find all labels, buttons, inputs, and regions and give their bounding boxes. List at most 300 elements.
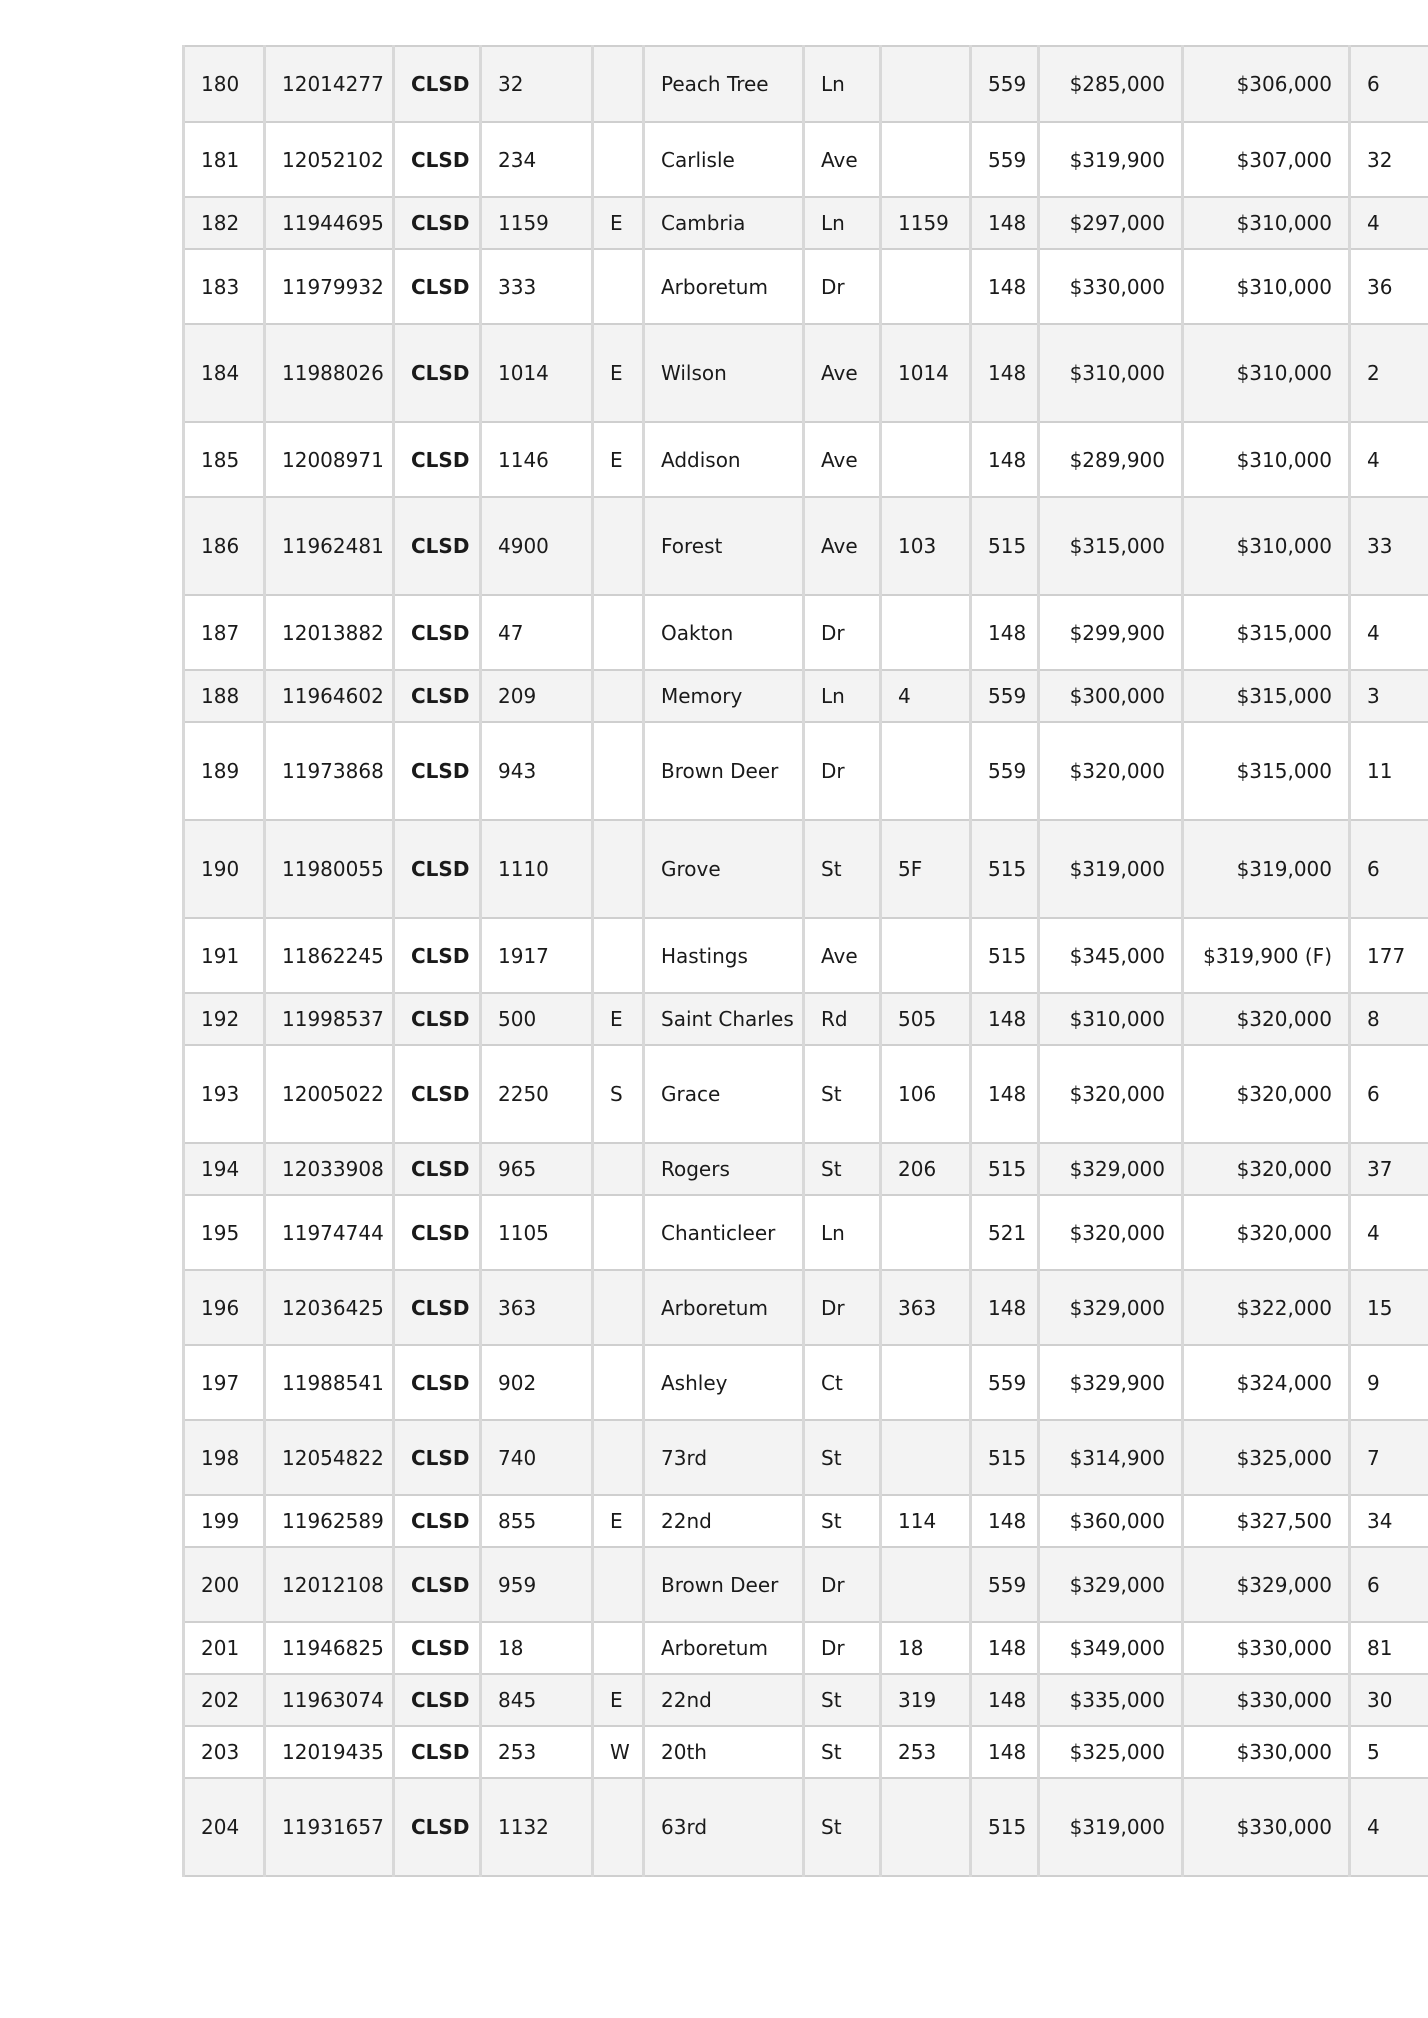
street-number: 1132 — [481, 1778, 593, 1876]
row-index: 183 — [184, 249, 265, 324]
street-direction: E — [593, 324, 644, 422]
street-number: 2250 — [481, 1045, 593, 1143]
mls-number: 11973868 — [265, 722, 394, 820]
list-price: $320,000 — [1039, 1195, 1183, 1270]
table-row — [184, 197, 1428, 249]
days-on-market: 6 — [1350, 1045, 1428, 1143]
street-name: Peach Tree — [644, 46, 804, 122]
list-price: $319,000 — [1039, 820, 1183, 918]
unit-number: 1159 — [881, 197, 971, 249]
table-row — [184, 46, 1428, 122]
sold-price: $319,000 — [1183, 820, 1350, 918]
status-cell: CLSD — [394, 820, 481, 918]
street-direction — [593, 497, 644, 595]
mls-number: 11946825 — [265, 1622, 394, 1674]
mls-number: 11964602 — [265, 670, 394, 722]
street-number: 1110 — [481, 820, 593, 918]
area-code: 515 — [971, 1420, 1039, 1495]
street-name: Arboretum — [644, 249, 804, 324]
street-name: Forest — [644, 497, 804, 595]
unit-number — [881, 122, 971, 197]
status-cell: CLSD — [394, 993, 481, 1045]
unit-number — [881, 249, 971, 324]
row-index: 198 — [184, 1420, 265, 1495]
unit-number: 319 — [881, 1674, 971, 1726]
table-row — [184, 1143, 1428, 1195]
street-name: Hastings — [644, 918, 804, 993]
status-cell: CLSD — [394, 1143, 481, 1195]
street-name: Arboretum — [644, 1270, 804, 1345]
listings-body — [184, 46, 1428, 1876]
sold-price: $329,000 — [1183, 1547, 1350, 1622]
sold-price: $320,000 — [1183, 1195, 1350, 1270]
row-index: 194 — [184, 1143, 265, 1195]
days-on-market: 33 — [1350, 497, 1428, 595]
status-cell: CLSD — [394, 197, 481, 249]
area-code: 515 — [971, 820, 1039, 918]
days-on-market: 6 — [1350, 1547, 1428, 1622]
street-suffix: St — [804, 820, 881, 918]
area-code: 559 — [971, 670, 1039, 722]
days-on-market: 81 — [1350, 1622, 1428, 1674]
table-row — [184, 122, 1428, 197]
street-number: 902 — [481, 1345, 593, 1420]
status-cell: CLSD — [394, 1778, 481, 1876]
area-code: 148 — [971, 197, 1039, 249]
street-name: Addison — [644, 422, 804, 497]
street-number: 32 — [481, 46, 593, 122]
table-row — [184, 422, 1428, 497]
mls-number: 12033908 — [265, 1143, 394, 1195]
street-direction — [593, 820, 644, 918]
area-code: 148 — [971, 1674, 1039, 1726]
street-direction: E — [593, 422, 644, 497]
street-number: 333 — [481, 249, 593, 324]
sold-price: $322,000 — [1183, 1270, 1350, 1345]
street-suffix: St — [804, 1045, 881, 1143]
street-number: 943 — [481, 722, 593, 820]
sold-price: $330,000 — [1183, 1726, 1350, 1778]
mls-number: 12036425 — [265, 1270, 394, 1345]
street-name: Oakton — [644, 595, 804, 670]
listings-table — [182, 45, 1428, 1877]
street-suffix: Ln — [804, 1195, 881, 1270]
unit-number — [881, 46, 971, 122]
list-price: $335,000 — [1039, 1674, 1183, 1726]
sold-price: $327,500 — [1183, 1495, 1350, 1547]
list-price: $289,900 — [1039, 422, 1183, 497]
status-cell: CLSD — [394, 249, 481, 324]
days-on-market: 8 — [1350, 993, 1428, 1045]
row-index: 184 — [184, 324, 265, 422]
sold-price: $315,000 — [1183, 670, 1350, 722]
street-name: Brown Deer — [644, 722, 804, 820]
area-code: 148 — [971, 1045, 1039, 1143]
mls-number: 12014277 — [265, 46, 394, 122]
area-code: 148 — [971, 249, 1039, 324]
sold-price: $319,900 (F) — [1183, 918, 1350, 993]
area-code: 148 — [971, 1622, 1039, 1674]
row-index: 186 — [184, 497, 265, 595]
area-code: 515 — [971, 918, 1039, 993]
row-index: 204 — [184, 1778, 265, 1876]
mls-number: 11980055 — [265, 820, 394, 918]
area-code: 559 — [971, 722, 1039, 820]
table-row — [184, 918, 1428, 993]
list-price: $300,000 — [1039, 670, 1183, 722]
table-row — [184, 1345, 1428, 1420]
days-on-market: 7 — [1350, 1420, 1428, 1495]
street-suffix: Dr — [804, 1270, 881, 1345]
table-row — [184, 670, 1428, 722]
sold-price: $320,000 — [1183, 1143, 1350, 1195]
street-suffix: Ln — [804, 46, 881, 122]
sold-price: $307,000 — [1183, 122, 1350, 197]
unit-number: 106 — [881, 1045, 971, 1143]
sold-price: $330,000 — [1183, 1622, 1350, 1674]
list-price: $310,000 — [1039, 324, 1183, 422]
row-index: 192 — [184, 993, 265, 1045]
days-on-market: 34 — [1350, 1495, 1428, 1547]
table-row — [184, 1420, 1428, 1495]
street-name: 22nd — [644, 1674, 804, 1726]
days-on-market: 37 — [1350, 1143, 1428, 1195]
list-price: $297,000 — [1039, 197, 1183, 249]
unit-number — [881, 722, 971, 820]
row-index: 203 — [184, 1726, 265, 1778]
street-direction — [593, 1143, 644, 1195]
street-direction — [593, 1547, 644, 1622]
row-index: 191 — [184, 918, 265, 993]
street-number: 965 — [481, 1143, 593, 1195]
status-cell: CLSD — [394, 1726, 481, 1778]
row-index: 187 — [184, 595, 265, 670]
mls-number: 12013882 — [265, 595, 394, 670]
street-direction: S — [593, 1045, 644, 1143]
mls-number: 11962589 — [265, 1495, 394, 1547]
table-row — [184, 1495, 1428, 1547]
row-index: 197 — [184, 1345, 265, 1420]
unit-number — [881, 1778, 971, 1876]
sold-price: $325,000 — [1183, 1420, 1350, 1495]
sold-price: $320,000 — [1183, 1045, 1350, 1143]
street-direction — [593, 670, 644, 722]
row-index: 193 — [184, 1045, 265, 1143]
table-row — [184, 1547, 1428, 1622]
street-suffix: St — [804, 1726, 881, 1778]
street-suffix: St — [804, 1143, 881, 1195]
street-number: 253 — [481, 1726, 593, 1778]
list-price: $329,000 — [1039, 1270, 1183, 1345]
street-number: 855 — [481, 1495, 593, 1547]
status-cell: CLSD — [394, 1622, 481, 1674]
street-suffix: Ct — [804, 1345, 881, 1420]
days-on-market: 4 — [1350, 422, 1428, 497]
street-direction — [593, 46, 644, 122]
list-price: $330,000 — [1039, 249, 1183, 324]
status-cell: CLSD — [394, 497, 481, 595]
mls-number: 11862245 — [265, 918, 394, 993]
row-index: 180 — [184, 46, 265, 122]
list-price: $325,000 — [1039, 1726, 1183, 1778]
listings-sheet — [182, 45, 1428, 1877]
list-price: $319,000 — [1039, 1778, 1183, 1876]
mls-number: 11979932 — [265, 249, 394, 324]
street-direction — [593, 249, 644, 324]
sold-price: $310,000 — [1183, 422, 1350, 497]
street-direction: E — [593, 993, 644, 1045]
days-on-market: 2 — [1350, 324, 1428, 422]
table-row — [184, 1270, 1428, 1345]
street-number: 363 — [481, 1270, 593, 1345]
street-suffix: Rd — [804, 993, 881, 1045]
table-row — [184, 1045, 1428, 1143]
unit-number — [881, 1420, 971, 1495]
unit-number: 1014 — [881, 324, 971, 422]
table-row — [184, 1195, 1428, 1270]
status-cell: CLSD — [394, 422, 481, 497]
table-row — [184, 324, 1428, 422]
status-cell: CLSD — [394, 1420, 481, 1495]
table-row — [184, 993, 1428, 1045]
mls-number: 11988026 — [265, 324, 394, 422]
list-price: $319,900 — [1039, 122, 1183, 197]
street-name: Saint Charles — [644, 993, 804, 1045]
sold-price: $310,000 — [1183, 324, 1350, 422]
days-on-market: 4 — [1350, 1195, 1428, 1270]
list-price: $315,000 — [1039, 497, 1183, 595]
street-number: 47 — [481, 595, 593, 670]
mls-number: 11988541 — [265, 1345, 394, 1420]
unit-number: 5F — [881, 820, 971, 918]
table-row — [184, 820, 1428, 918]
status-cell: CLSD — [394, 1345, 481, 1420]
days-on-market: 9 — [1350, 1345, 1428, 1420]
status-cell: CLSD — [394, 1547, 481, 1622]
unit-number: 253 — [881, 1726, 971, 1778]
table-row — [184, 1674, 1428, 1726]
list-price: $314,900 — [1039, 1420, 1183, 1495]
street-direction — [593, 918, 644, 993]
row-index: 200 — [184, 1547, 265, 1622]
street-suffix: Ave — [804, 497, 881, 595]
days-on-market: 4 — [1350, 197, 1428, 249]
days-on-market: 36 — [1350, 249, 1428, 324]
street-number: 740 — [481, 1420, 593, 1495]
area-code: 148 — [971, 993, 1039, 1045]
status-cell: CLSD — [394, 1270, 481, 1345]
table-row — [184, 595, 1428, 670]
mls-number: 12054822 — [265, 1420, 394, 1495]
area-code: 148 — [971, 1270, 1039, 1345]
street-number: 845 — [481, 1674, 593, 1726]
street-suffix: Ave — [804, 324, 881, 422]
mls-number: 11963074 — [265, 1674, 394, 1726]
row-index: 182 — [184, 197, 265, 249]
street-number: 1159 — [481, 197, 593, 249]
street-direction — [593, 1778, 644, 1876]
street-direction — [593, 722, 644, 820]
status-cell: CLSD — [394, 1674, 481, 1726]
unit-number — [881, 1195, 971, 1270]
row-index: 189 — [184, 722, 265, 820]
list-price: $329,900 — [1039, 1345, 1183, 1420]
list-price: $360,000 — [1039, 1495, 1183, 1547]
row-index: 201 — [184, 1622, 265, 1674]
unit-number: 505 — [881, 993, 971, 1045]
area-code: 148 — [971, 422, 1039, 497]
days-on-market: 177 — [1350, 918, 1428, 993]
status-cell: CLSD — [394, 122, 481, 197]
street-name: Wilson — [644, 324, 804, 422]
street-number: 1917 — [481, 918, 593, 993]
mls-number: 12008971 — [265, 422, 394, 497]
row-index: 195 — [184, 1195, 265, 1270]
street-name: Cambria — [644, 197, 804, 249]
street-suffix: St — [804, 1420, 881, 1495]
area-code: 148 — [971, 1726, 1039, 1778]
street-name: Ashley — [644, 1345, 804, 1420]
street-name: Grace — [644, 1045, 804, 1143]
street-name: 73rd — [644, 1420, 804, 1495]
row-index: 185 — [184, 422, 265, 497]
table-row — [184, 1778, 1428, 1876]
area-code: 559 — [971, 46, 1039, 122]
sold-price: $310,000 — [1183, 197, 1350, 249]
list-price: $285,000 — [1039, 46, 1183, 122]
street-direction — [593, 1622, 644, 1674]
status-cell: CLSD — [394, 670, 481, 722]
street-suffix: Dr — [804, 1622, 881, 1674]
street-direction: W — [593, 1726, 644, 1778]
unit-number — [881, 1345, 971, 1420]
street-suffix: St — [804, 1778, 881, 1876]
mls-number: 12019435 — [265, 1726, 394, 1778]
mls-number: 11974744 — [265, 1195, 394, 1270]
list-price: $345,000 — [1039, 918, 1183, 993]
area-code: 148 — [971, 595, 1039, 670]
table-row — [184, 1622, 1428, 1674]
street-name: Chanticleer — [644, 1195, 804, 1270]
street-name: Memory — [644, 670, 804, 722]
street-direction — [593, 1345, 644, 1420]
days-on-market: 15 — [1350, 1270, 1428, 1345]
sold-price: $306,000 — [1183, 46, 1350, 122]
row-index: 202 — [184, 1674, 265, 1726]
street-number: 959 — [481, 1547, 593, 1622]
street-direction — [593, 1195, 644, 1270]
days-on-market: 5 — [1350, 1726, 1428, 1778]
row-index: 190 — [184, 820, 265, 918]
list-price: $320,000 — [1039, 1045, 1183, 1143]
street-name: Brown Deer — [644, 1547, 804, 1622]
area-code: 148 — [971, 324, 1039, 422]
area-code: 515 — [971, 1143, 1039, 1195]
status-cell: CLSD — [394, 918, 481, 993]
street-direction — [593, 1270, 644, 1345]
mls-number: 11931657 — [265, 1778, 394, 1876]
list-price: $329,000 — [1039, 1547, 1183, 1622]
mls-number: 11962481 — [265, 497, 394, 595]
area-code: 148 — [971, 1495, 1039, 1547]
unit-number: 114 — [881, 1495, 971, 1547]
street-suffix: Dr — [804, 595, 881, 670]
mls-number: 12005022 — [265, 1045, 394, 1143]
street-direction — [593, 1420, 644, 1495]
street-direction: E — [593, 1495, 644, 1547]
area-code: 521 — [971, 1195, 1039, 1270]
street-name: 63rd — [644, 1778, 804, 1876]
list-price: $310,000 — [1039, 993, 1183, 1045]
street-number: 4900 — [481, 497, 593, 595]
street-name: Carlisle — [644, 122, 804, 197]
street-name: Grove — [644, 820, 804, 918]
area-code: 515 — [971, 497, 1039, 595]
status-cell: CLSD — [394, 722, 481, 820]
street-direction — [593, 595, 644, 670]
street-direction: E — [593, 1674, 644, 1726]
street-direction: E — [593, 197, 644, 249]
mls-number: 11998537 — [265, 993, 394, 1045]
mls-number: 12052102 — [265, 122, 394, 197]
street-number: 234 — [481, 122, 593, 197]
street-suffix: Ave — [804, 422, 881, 497]
street-name: 22nd — [644, 1495, 804, 1547]
street-number: 18 — [481, 1622, 593, 1674]
row-index: 199 — [184, 1495, 265, 1547]
list-price: $329,000 — [1039, 1143, 1183, 1195]
days-on-market: 32 — [1350, 122, 1428, 197]
list-price: $299,900 — [1039, 595, 1183, 670]
unit-number — [881, 422, 971, 497]
street-suffix: St — [804, 1674, 881, 1726]
sold-price: $324,000 — [1183, 1345, 1350, 1420]
status-cell: CLSD — [394, 324, 481, 422]
sold-price: $330,000 — [1183, 1674, 1350, 1726]
street-suffix: Dr — [804, 722, 881, 820]
street-number: 1105 — [481, 1195, 593, 1270]
days-on-market: 4 — [1350, 595, 1428, 670]
table-row — [184, 1726, 1428, 1778]
area-code: 559 — [971, 122, 1039, 197]
table-row — [184, 722, 1428, 820]
area-code: 559 — [971, 1345, 1039, 1420]
street-suffix: Dr — [804, 1547, 881, 1622]
mls-number: 11944695 — [265, 197, 394, 249]
street-name: Arboretum — [644, 1622, 804, 1674]
days-on-market: 4 — [1350, 1778, 1428, 1876]
street-suffix: Dr — [804, 249, 881, 324]
status-cell: CLSD — [394, 1045, 481, 1143]
sold-price: $310,000 — [1183, 497, 1350, 595]
street-number: 500 — [481, 993, 593, 1045]
status-cell: CLSD — [394, 46, 481, 122]
status-cell: CLSD — [394, 1495, 481, 1547]
table-row — [184, 497, 1428, 595]
days-on-market: 11 — [1350, 722, 1428, 820]
street-suffix: Ave — [804, 918, 881, 993]
row-index: 196 — [184, 1270, 265, 1345]
street-number: 209 — [481, 670, 593, 722]
list-price: $349,000 — [1039, 1622, 1183, 1674]
mls-number: 12012108 — [265, 1547, 394, 1622]
unit-number — [881, 595, 971, 670]
days-on-market: 3 — [1350, 670, 1428, 722]
street-number: 1146 — [481, 422, 593, 497]
unit-number — [881, 1547, 971, 1622]
unit-number: 363 — [881, 1270, 971, 1345]
street-suffix: Ln — [804, 197, 881, 249]
